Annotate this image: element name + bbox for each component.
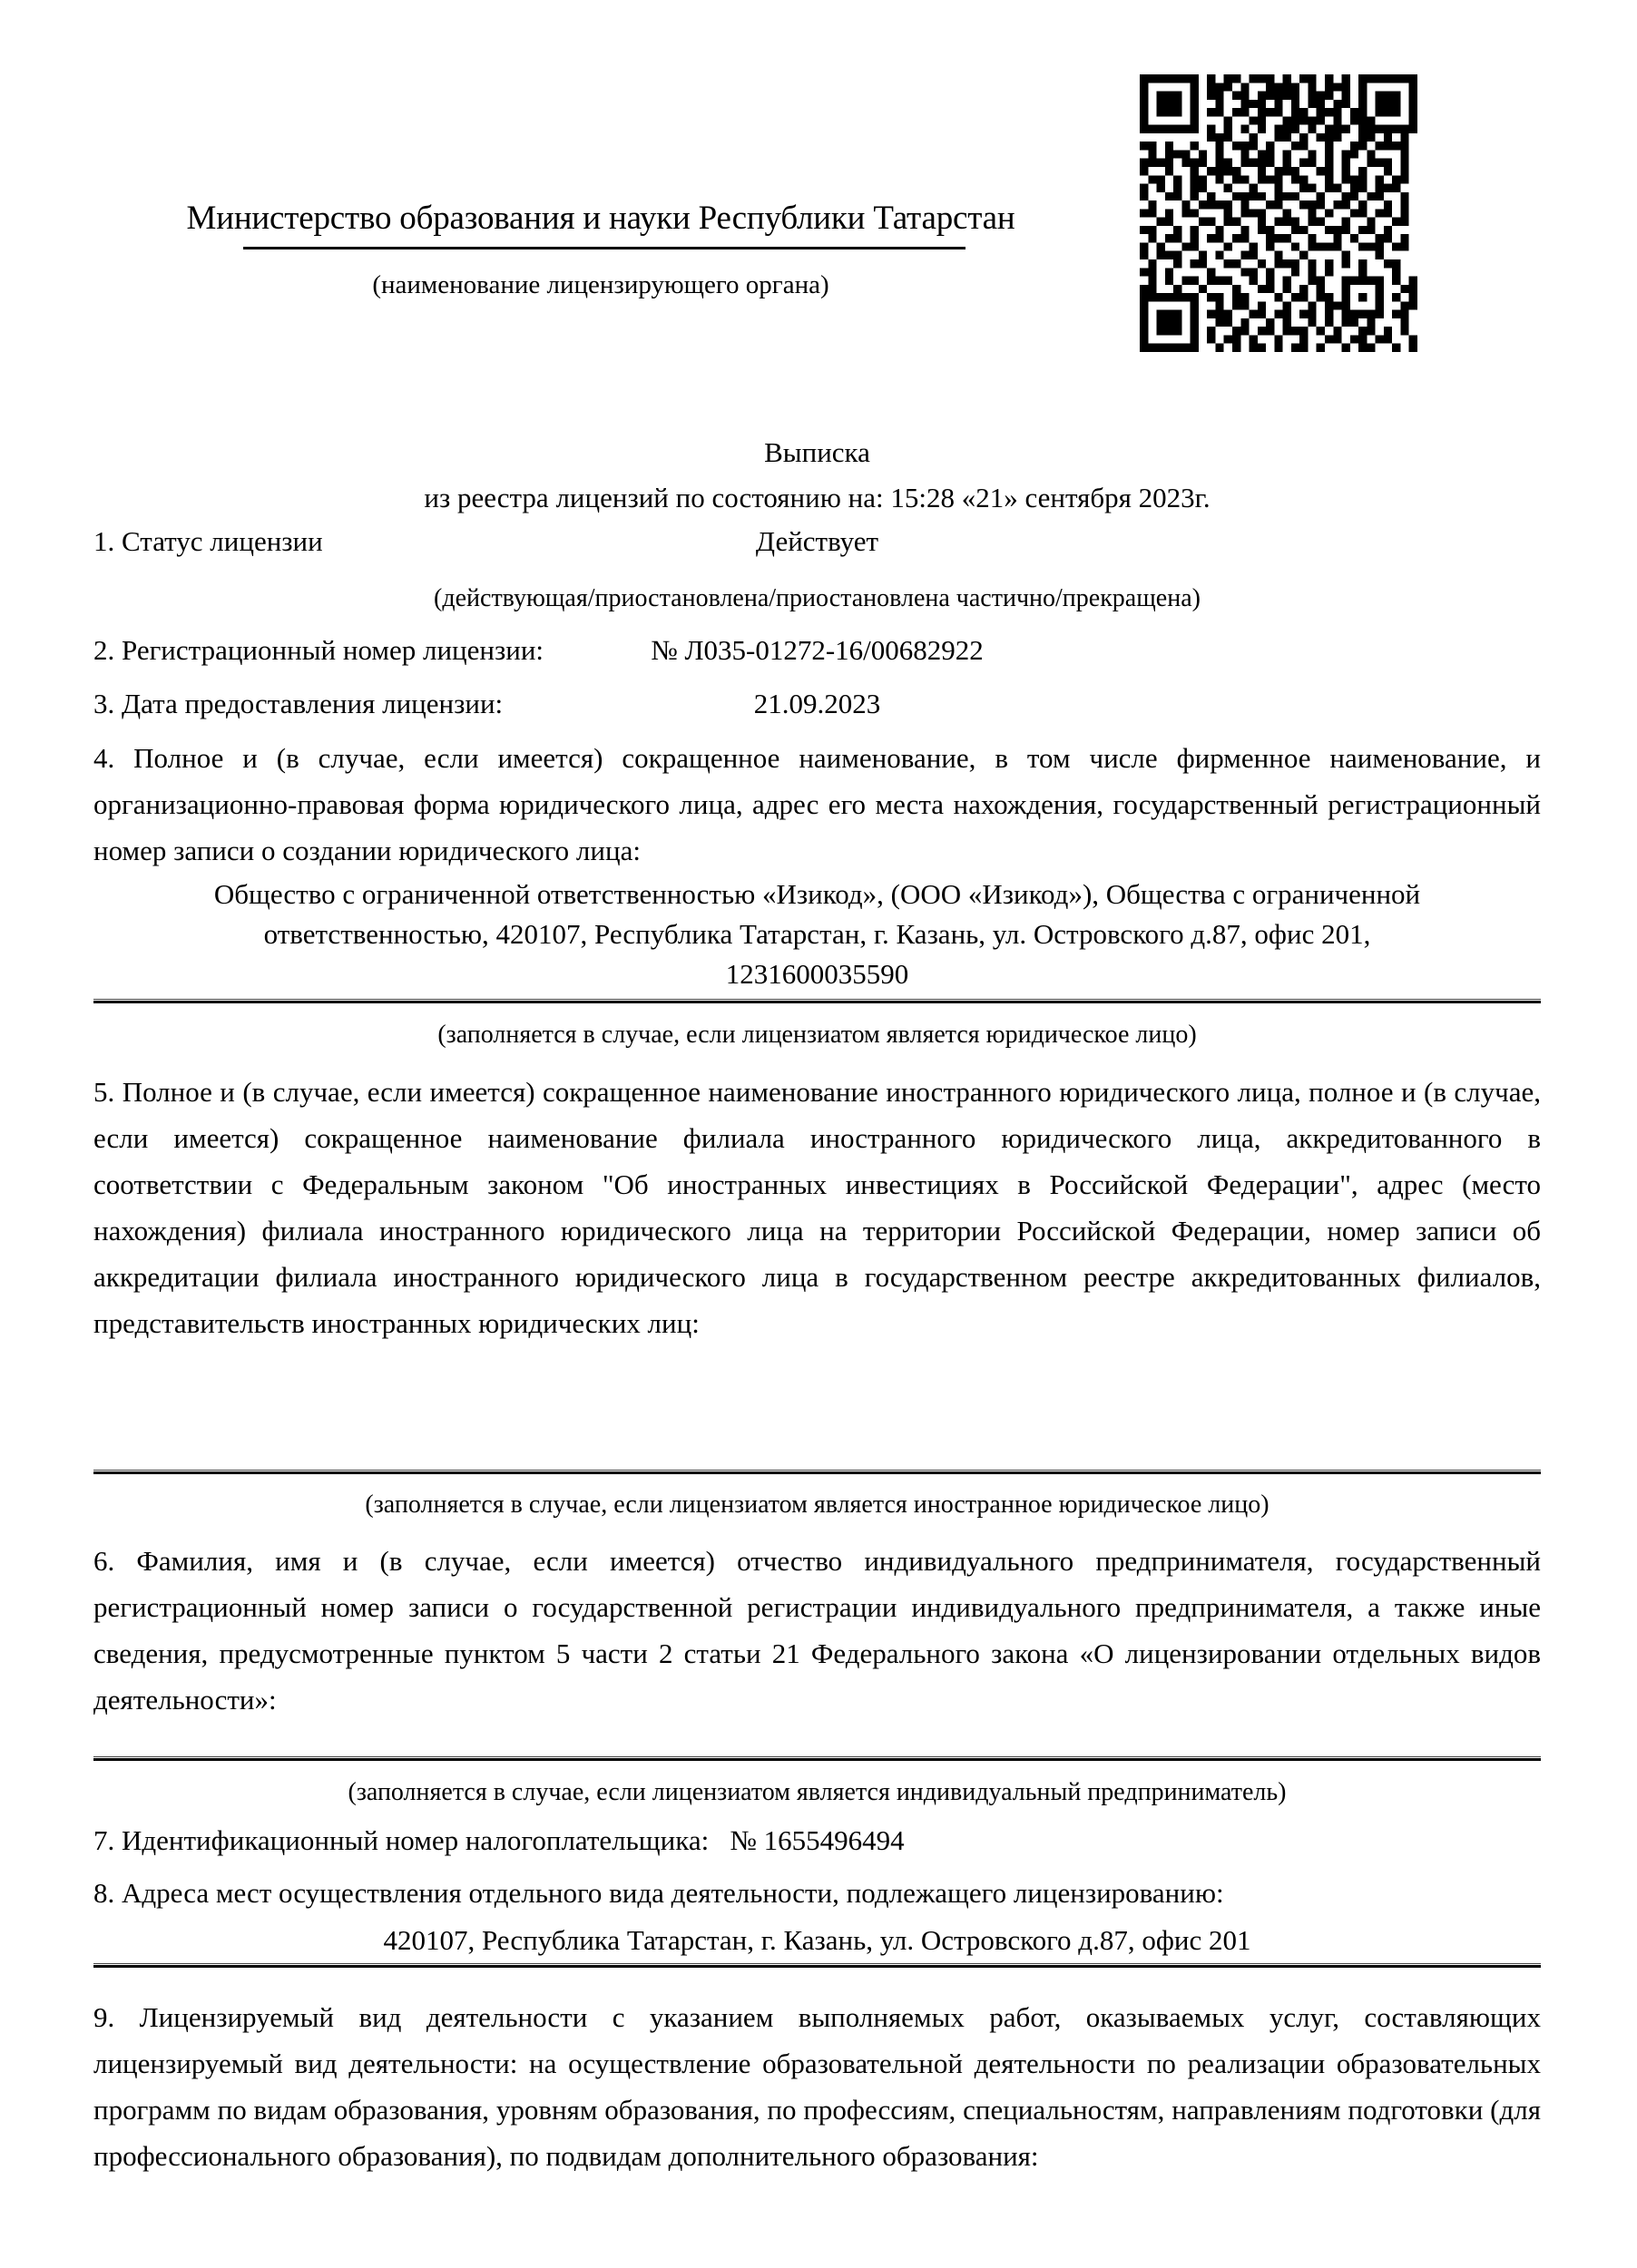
- qr-code-icon: [1140, 74, 1417, 352]
- authority-underline: [243, 247, 966, 249]
- field-issue-date-value: 21.09.2023: [753, 688, 881, 719]
- field-sole-proprietor-caption: (заполняется в случае, если лицензиатом является индивидуальный предприниматель): [348, 1778, 1287, 1806]
- field-sole-proprietor-text: 6. Фамилия, имя и (в случае, если имеется) отчество индивидуального предпринимателя, государственный регистрационный номер записи о государственной регистрации индивидуального предпринимателя, а также иные сведения, предусмотренные пунктом 5 части 2 статьи 21 Федерального закона «О лицензировании отдельных видов деятельности»:: [93, 1545, 1541, 1716]
- licensing-authority-name: Министерство образования и науки Республики Татарстан: [186, 200, 1015, 237]
- field-registration-number-value: № Л035-01272-16/00682922: [651, 634, 984, 666]
- field-activity-addresses-label: 8. Адреса мест осуществления отдельного вида деятельности, подлежащего лицензированию:: [93, 1877, 1224, 1909]
- field-legal-entity-text: 4. Полное и (в случае, если имеется) сокращенное наименование, в том числе фирменное наименование, и организационно-правовая форма юридического лица, адрес его места нахождения, государственный регистрационный номер записи о создании юридического лица:: [93, 742, 1541, 866]
- field-legal-entity-value-line-1: Общество с ограниченной ответственностью «Изикод», (ООО «Изикод»), Общества с ограниченной: [213, 878, 1421, 910]
- field-foreign-entity-caption: (заполняется в случае, если лицензиатом является иностранное юридическое лицо): [365, 1491, 1269, 1519]
- field-foreign-entity-text: 5. Полное и (в случае, если имеется) сокращенное наименование иностранного юридического лица, полное и (в случае, если имеется) сокращенное наименование филиала иностранного юридического лица, аккредитованного в соответствии с Федеральным законом "Об иностранных инвестициях в Российской Федерации", адрес (место нахождения) филиала иностранного юридического лица на территории Российской Федерации, номер записи об аккредитации филиала иностранного юридического лица в государственном реестре аккредитованных филиалов, представительств иностранных юридических лиц:: [93, 1076, 1541, 1339]
- field-issue-date-label: 3. Дата предоставления лицензии:: [93, 688, 504, 719]
- field-taxpayer-number-value: № 1655496494: [730, 1824, 905, 1856]
- field-licensed-activity-text: 9. Лицензируемый вид деятельности с указанием выполняемых работ, оказываемых услуг, составляющих лицензируемый вид деятельности: на осуществление образовательной деятельности по реализации образовательных программ по видам образования, уровням образования, по профессиям, специальностям, направлениям подготовки (для профессионального образования), по подвидам дополнительного образования:: [93, 2001, 1541, 2172]
- divider-foreign-entity: [93, 1471, 1541, 1474]
- field-taxpayer-number: [93, 1823, 1541, 1857]
- document-title: Выписка: [764, 436, 870, 468]
- divider-legal-entity: [93, 1001, 1541, 1003]
- divider-sole-proprietor: [93, 1758, 1541, 1761]
- field-license-status-label: 1. Статус лицензии: [93, 525, 323, 557]
- field-license-status-caption: (действующая/приостановлена/приостановлена частично/прекращена): [434, 584, 1201, 612]
- field-issue-date: [93, 687, 1541, 720]
- field-activity-addresses-value: 420107, Республика Татарстан, г. Казань, ул. Островского д.87, офис 201: [383, 1924, 1251, 1956]
- licensing-authority-caption: (наименование лицензирующего органа): [372, 270, 829, 299]
- field-license-status: [93, 524, 1541, 558]
- document-subtitle: из реестра лицензий по состоянию на: 15:28 «21» сентября 2023г.: [424, 482, 1211, 513]
- field-legal-entity-value-line-3: 1231600035590: [725, 958, 909, 990]
- field-legal-entity-caption: (заполняется в случае, если лицензиатом является юридическое лицо): [437, 1021, 1197, 1049]
- field-license-status-value: Действует: [755, 525, 879, 557]
- field-registration-number-label: 2. Регистрационный номер лицензии:: [93, 634, 544, 666]
- field-registration-number: [93, 633, 1541, 667]
- divider-activity-addresses: [93, 1965, 1541, 1968]
- field-taxpayer-number-label: 7. Идентификационный номер налогоплательщика:: [93, 1824, 710, 1856]
- field-legal-entity-value-line-2: ответственностью, 420107, Республика Татарстан, г. Казань, ул. Островского д.87, офис 201,: [263, 918, 1371, 950]
